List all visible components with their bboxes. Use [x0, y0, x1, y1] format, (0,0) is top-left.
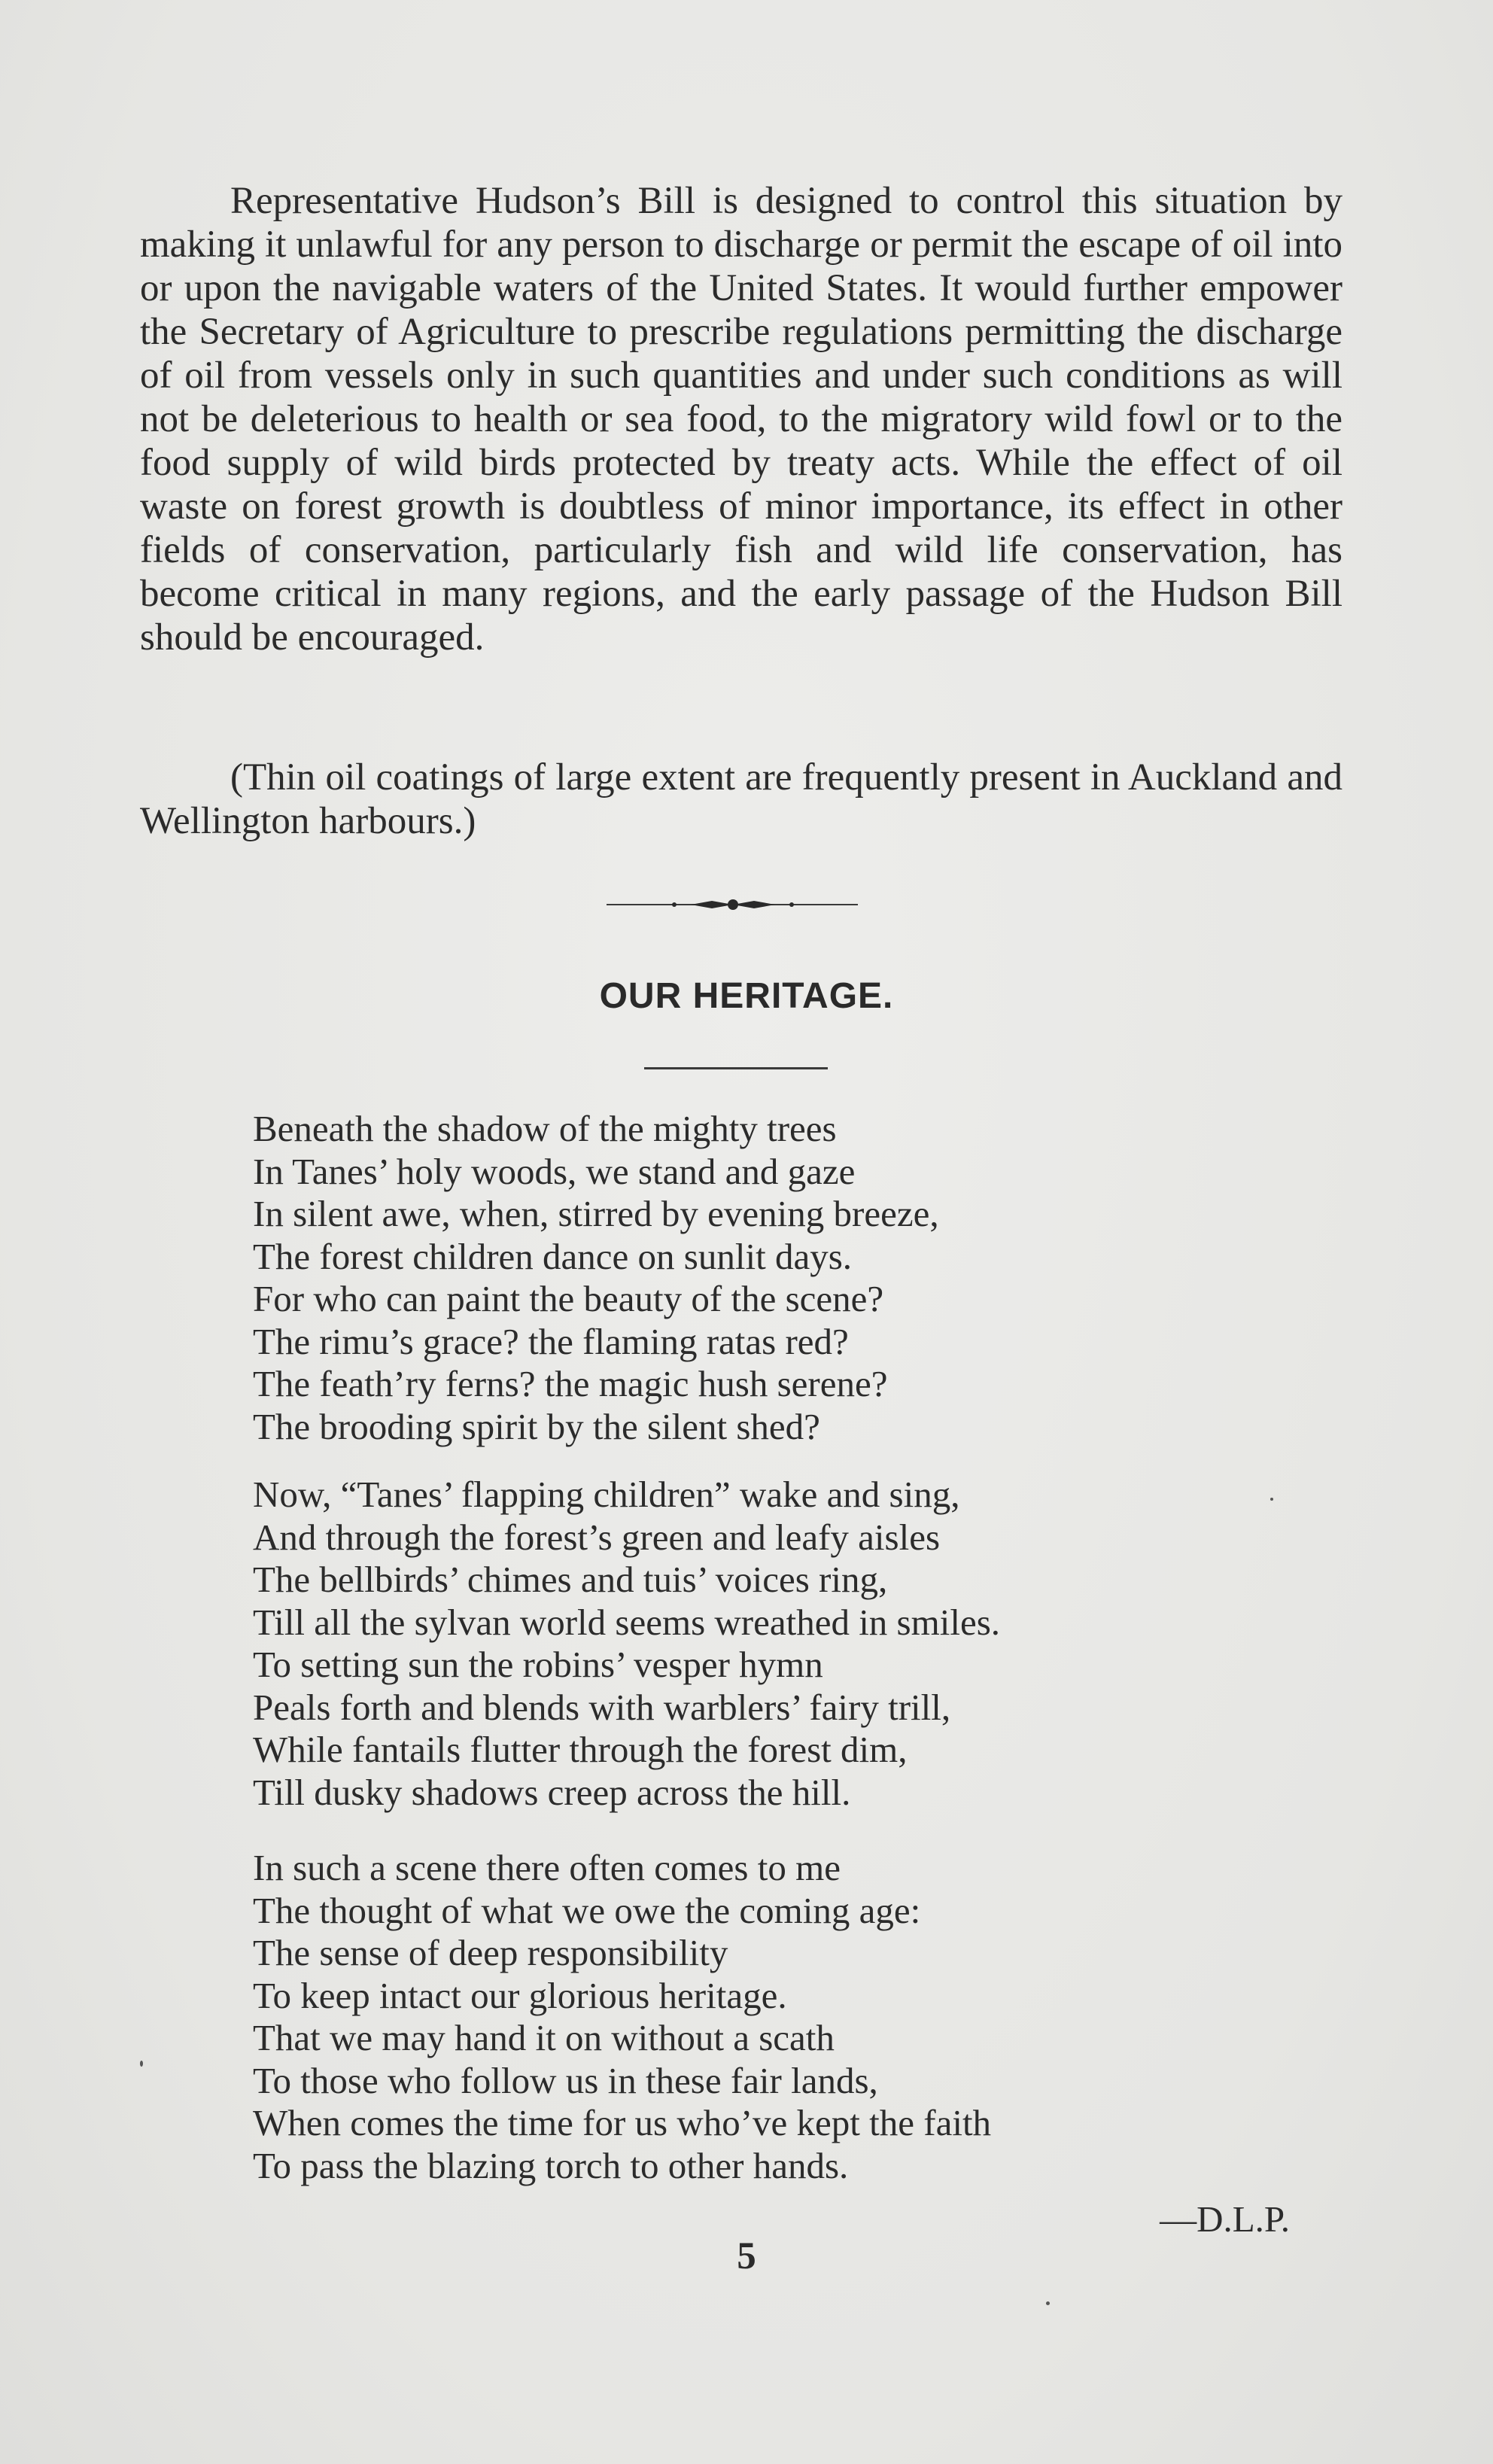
paper-speck [1270, 1498, 1273, 1501]
paper-speck [1046, 2301, 1050, 2305]
poem-line: And through the forest’s green and leafy aisles [253, 1516, 941, 1558]
poem-line: Till dusky shadows creep across the hill. [253, 1771, 851, 1813]
paragraph-text: Representative Hudson’s Bill is designed to control this situation by making it unlawful for any person to discharge or permit the escape of oil into or upon the navigable waters of the United States. It would further empower the Secretary of Agriculture to prescribe regulations permitting the discharge of oil from vessels only in such quantities and under such conditions as will not be deleterious to health or sea food, to the migratory wild fowl or to the food supply of wild birds protected by treaty acts. While the effect of oil waste on forest growth is doubtless of minor importance, its effect in other fields of conservation, particularly fish and wild life conservation, has become critical in many regions, and the early passage of the Hudson Bill should be encouraged. [140, 180, 1342, 659]
poem-line: Now, “Tanes’ flapping children” wake and sing, [253, 1474, 960, 1515]
paragraph-text: (Thin oil coatings of large extent are frequently present in Auckland and Wellington harbours.) [140, 756, 1342, 842]
poem-line: The sense of deep responsibility [253, 1932, 728, 1973]
page-number: 5 [737, 2235, 756, 2277]
poem-line: While fantails flutter through the forest dim, [253, 1729, 908, 1770]
poem-title: OUR HERITAGE. [599, 976, 894, 1016]
poem-line: In silent awe, when, stirred by evening breeze, [253, 1193, 939, 1234]
poem-stanza-2 [253, 1474, 1306, 1814]
poem-line: The bellbirds’ chimes and tuis’ voices ring, [253, 1559, 888, 1600]
poem-line: In such a scene there often comes to me [253, 1847, 841, 1888]
ornament-divider-icon [607, 899, 858, 911]
poem-line: Beneath the shadow of the mighty trees [253, 1108, 837, 1149]
paper-speck [140, 2061, 143, 2067]
article-paragraph-2 [140, 756, 1342, 843]
poem-signature: —D.L.P. [1160, 2198, 1290, 2240]
poem-line: When comes the time for us who’ve kept the faith [253, 2102, 992, 2143]
poem-line: Peals forth and blends with warblers’ fairy trill, [253, 1686, 951, 1728]
poem-line: In Tanes’ holy woods, we stand and gaze [253, 1150, 856, 1192]
poem-line: To setting sun the robins’ vesper hymn [253, 1644, 823, 1685]
title-underline [644, 1067, 828, 1069]
poem-line: To pass the blazing torch to other hands. [253, 2144, 849, 2186]
poem-line: The forest children dance on sunlit days. [253, 1235, 853, 1277]
poem-line: Till all the sylvan world seems wreathed in smiles. [253, 1601, 1001, 1643]
article-paragraph-1 [140, 179, 1342, 659]
poem-line: To keep intact our glorious heritage. [253, 1974, 787, 2016]
poem-line: That we may hand it on without a scath [253, 2017, 835, 2058]
poem-stanza-3 [253, 1847, 1306, 2187]
poem-line: For who can paint the beauty of the scene? [253, 1278, 884, 1319]
poem-line: The brooding spirit by the silent shed? [253, 1405, 820, 1447]
poem-line: The thought of what we owe the coming age: [253, 1889, 921, 1931]
poem-line: To those who follow us in these fair lands, [253, 2059, 878, 2101]
poem-stanza-1 [253, 1108, 1306, 1448]
poem-line: The rimu’s grace? the flaming ratas red? [253, 1320, 849, 1362]
poem-line: The feath’ry ferns? the magic hush serene? [253, 1363, 888, 1404]
